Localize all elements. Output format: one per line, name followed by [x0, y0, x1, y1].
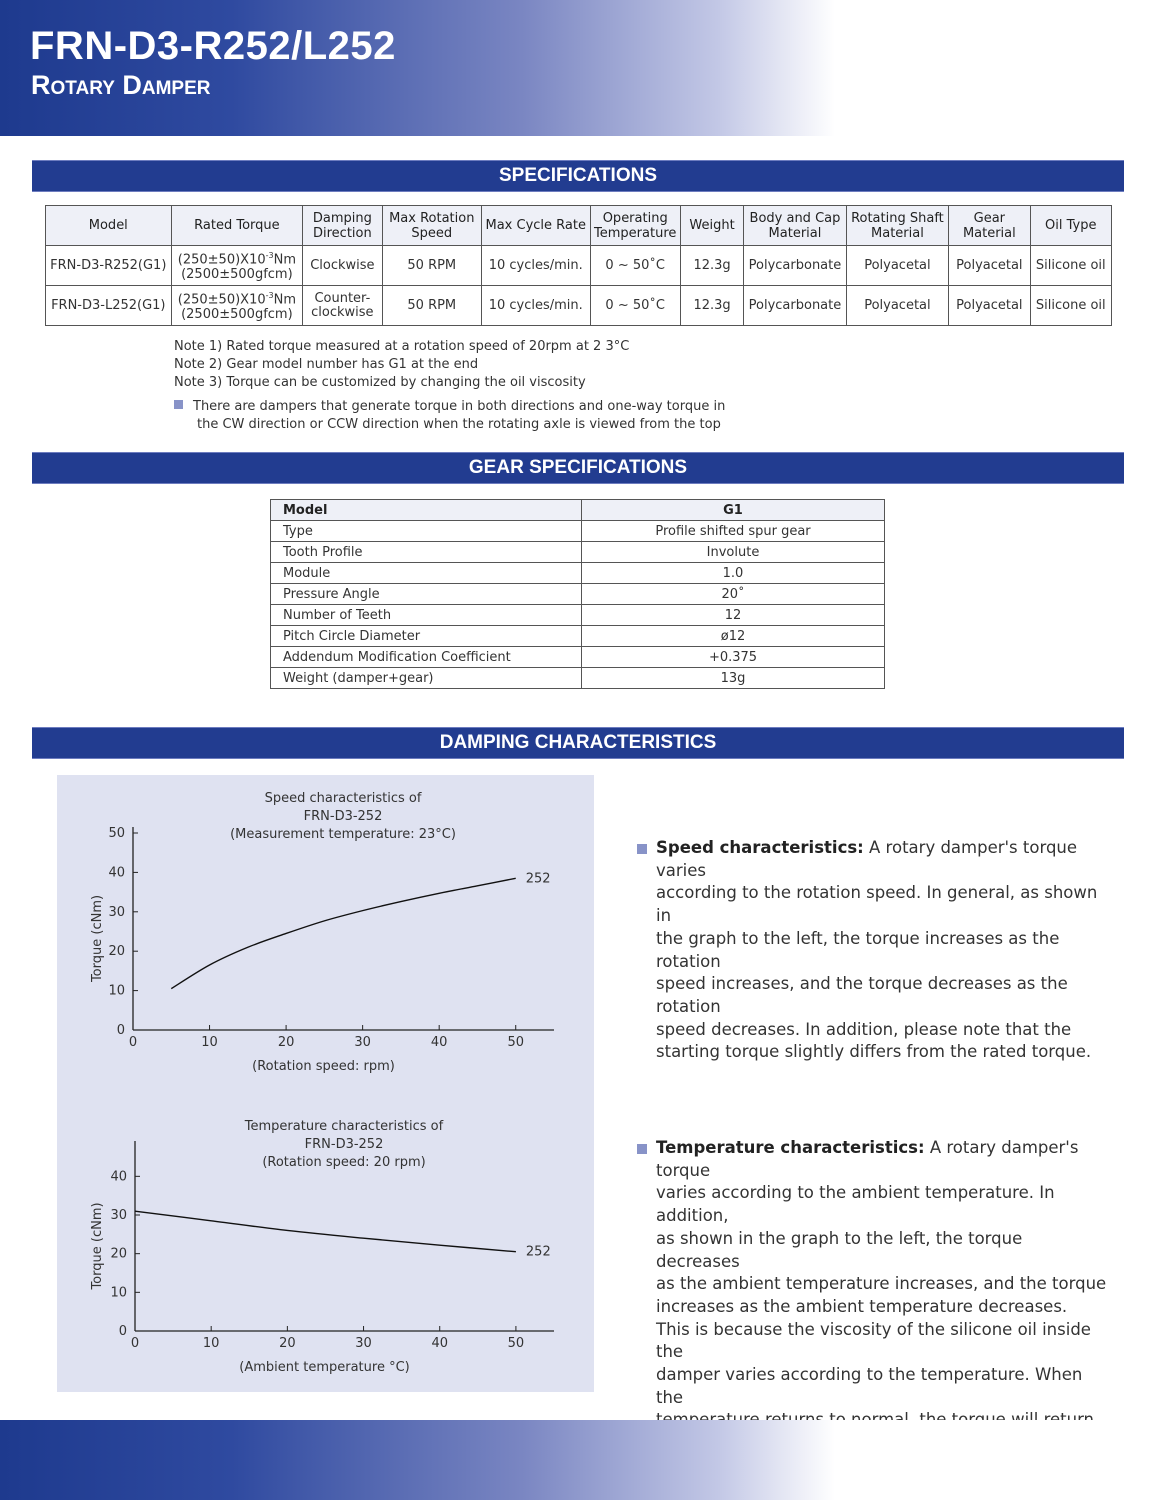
table-row [271, 626, 885, 647]
x-tick-label: 40 [431, 1336, 449, 1351]
cell-torque [171, 246, 303, 286]
table-header-row [46, 206, 1112, 246]
torque-nm: $(250\pm 50)X10^{-3}Nm$ [177, 291, 296, 308]
x-tick-label: 0 [130, 1336, 140, 1351]
col-header: Weight [680, 206, 743, 246]
x-tick-label: 30 [354, 1035, 371, 1050]
speed-line: the graph to the left, the torque increases as the rotation [656, 928, 1060, 971]
y-tick-label: 20 [110, 1246, 127, 1262]
temperature-heading: Temperature characteristics: [656, 1138, 925, 1157]
x-axis-label: (Ambient temperature °C) [239, 1360, 410, 1375]
page-title: FRN-D3-R252/L252 [30, 24, 396, 68]
square-bullet-icon [637, 844, 647, 854]
x-tick-label: 30 [355, 1336, 372, 1351]
direction-note-line2: the CW direction or CCW direction when the rotating axle is viewed from the top [197, 417, 721, 432]
gear-label: Addendum Modification Coefficient [271, 647, 582, 668]
table-row [271, 521, 885, 542]
temperature-line: This is because the viscosity of the silicone oil inside the [656, 1319, 1091, 1362]
square-bullet-icon [174, 400, 183, 409]
direction-note [174, 398, 725, 434]
col-header: Max Rotation Speed [382, 206, 481, 246]
y-tick-label: 40 [108, 865, 125, 881]
y-tick-label: 10 [110, 1285, 127, 1301]
x-axis-label: (Rotation speed: rpm) [252, 1059, 395, 1074]
gear-label: Weight (damper+gear) [271, 668, 582, 689]
table-row [271, 542, 885, 563]
torque-gfcm: (2500±500gfcm) [181, 266, 293, 282]
x-tick-label: 20 [279, 1336, 296, 1351]
gear-header-label: Model [271, 500, 582, 521]
chart-title: Temperature characteristics of [244, 1119, 444, 1134]
table-header-row [271, 500, 885, 521]
gear-label: Type [271, 521, 582, 542]
y-tick-label: 50 [108, 826, 125, 841]
col-header: Rated Torque [171, 206, 303, 246]
table-row [271, 668, 885, 689]
y-tick-label: 0 [116, 1023, 125, 1038]
gear-specifications-table [270, 499, 885, 689]
gear-value: Involute [582, 542, 885, 563]
charts-panel [57, 775, 594, 1392]
gear-header-value: G1 [582, 500, 885, 521]
chart-title: Speed characteristics of [264, 791, 422, 806]
cell-model: FRN-D3-L252(G1) [46, 286, 172, 326]
cell-shaft: Polyacetal [846, 286, 948, 326]
y-axis-label: Torque (cNm) [90, 894, 105, 983]
cell-cycle: 10 cycles/min. [482, 286, 591, 326]
y-tick-label: 0 [118, 1324, 127, 1339]
temperature-line: varies according to the ambient temperature. In addition, [656, 1183, 1055, 1226]
series-line-252 [135, 1211, 516, 1252]
col-header: Gear Material [949, 206, 1030, 246]
cell-weight: 12.3g [680, 286, 743, 326]
x-tick-label: 10 [201, 1035, 218, 1050]
speed-line: starting torque slightly differs from the rated torque. [656, 1042, 1092, 1062]
table-row [271, 605, 885, 626]
gear-label: Number of Teeth [271, 605, 582, 626]
col-header: Model [46, 206, 172, 246]
speed-heading: Speed characteristics: [656, 838, 864, 857]
chart-title: FRN-D3-252 [304, 1137, 384, 1152]
cell-cycle: 10 cycles/min. [482, 246, 591, 286]
direction-note-line1: There are dampers that generate torque in both directions and one-way torque in [193, 399, 726, 414]
cell-gear: Polyacetal [949, 246, 1030, 286]
cell-direction: Counter-clockwise [303, 286, 382, 326]
chart-title: (Measurement temperature: 23°C) [230, 827, 456, 842]
gear-label: Pitch Circle Diameter [271, 626, 582, 647]
y-tick-label: 40 [110, 1169, 127, 1185]
x-tick-label: 40 [430, 1035, 448, 1050]
table-row [271, 584, 885, 605]
col-header: Rotating Shaft Material [846, 206, 948, 246]
gear-value: 1.0 [582, 563, 885, 584]
series-label: 252 [525, 1244, 551, 1260]
chart-title: FRN-D3-252 [303, 809, 383, 824]
gear-value: ø12 [582, 626, 885, 647]
section-specifications: SPECIFICATIONS [32, 160, 1124, 192]
specifications-table [45, 205, 1112, 326]
table-row [271, 563, 885, 584]
speed-line: A rotary damper's torque varies [656, 838, 1078, 880]
gear-label: Pressure Angle [271, 584, 582, 605]
temperature-chart [57, 1085, 594, 1392]
cell-oil: Silicone oil [1030, 286, 1111, 326]
speed-line: according to the rotation speed. In general, as shown in [656, 883, 1098, 926]
col-header: Max Cycle Rate [482, 206, 591, 246]
gear-value: 12 [582, 605, 885, 626]
temperature-line: damper varies according to the temperature. When the [656, 1365, 1083, 1407]
cell-temp: 0 ~ 50˚C [590, 246, 680, 286]
y-tick-label: 10 [108, 983, 125, 999]
temperature-line: as the ambient temperature increases, and the torque [656, 1274, 1107, 1294]
speed-characteristics-text [637, 837, 1107, 1064]
gear-label: Tooth Profile [271, 542, 582, 563]
cell-speed: 50 RPM [382, 246, 481, 286]
gear-value: 13g [582, 668, 885, 689]
cell-torque [171, 286, 303, 326]
footer-band [0, 1420, 1160, 1500]
section-damping-characteristics: DAMPING CHARACTERISTICS [32, 727, 1124, 759]
cell-direction: Clockwise [303, 246, 382, 286]
x-tick-label: 0 [128, 1035, 138, 1050]
series-label: 252 [525, 871, 551, 887]
temperature-line: A rotary damper's torque [656, 1138, 1079, 1180]
gear-value: 20˚ [582, 584, 885, 605]
speed-line: speed increases, and the torque decreases as the rotation [656, 974, 1068, 1016]
col-header: Damping Direction [303, 206, 382, 246]
note-item: Note 3) Torque can be customized by changing the oil viscosity [174, 375, 586, 390]
y-tick-label: 30 [110, 1208, 127, 1223]
table-row [46, 246, 1112, 286]
cell-model: FRN-D3-R252(G1) [46, 246, 172, 286]
torque-gfcm: (2500±500gfcm) [181, 306, 293, 322]
cell-body: Polycarbonate [744, 246, 846, 286]
x-tick-label: 10 [202, 1336, 220, 1351]
gear-value: +0.375 [582, 647, 885, 668]
cell-shaft: Polyacetal [846, 246, 948, 286]
cell-weight: 12.3g [680, 246, 743, 286]
note-item: Note 1) Rated torque measured at a rotation speed of 20rpm at 2 3°C [174, 339, 630, 354]
cell-oil: Silicone oil [1030, 246, 1111, 286]
col-header: Operating Temperature [590, 206, 680, 246]
torque-nm: $(250\pm 50)X10^{-3}Nm$ [177, 251, 296, 268]
section-gear-specifications: GEAR SPECIFICATIONS [32, 452, 1124, 484]
x-tick-label: 20 [277, 1035, 295, 1050]
square-bullet-icon [637, 1144, 647, 1154]
table-row [46, 286, 1112, 326]
temperature-line: increases as the ambient temperature decreases. [656, 1296, 1068, 1316]
col-header: Body and Cap Material [744, 206, 846, 246]
table-row [271, 647, 885, 668]
cell-body: Polycarbonate [744, 286, 846, 326]
y-tick-label: 20 [108, 944, 125, 960]
speed-line: speed decreases. In addition, please note that the [656, 1019, 1072, 1039]
speed-chart [57, 775, 594, 1085]
x-tick-label: 50 [507, 1336, 525, 1351]
gear-label: Module [271, 563, 582, 584]
temperature-line: as shown in the graph to the left, the torque decreases [656, 1228, 1023, 1271]
y-tick-label: 30 [108, 904, 125, 920]
series-line-252 [171, 878, 515, 988]
cell-gear: Polyacetal [949, 286, 1030, 326]
page-subtitle: Rotary Damper [31, 70, 211, 100]
cell-speed: 50 RPM [382, 286, 481, 326]
spec-notes [174, 338, 629, 392]
x-tick-label: 50 [507, 1035, 525, 1050]
col-header: Oil Type [1030, 206, 1111, 246]
chart-title: (Rotation speed: 20 rpm) [262, 1155, 426, 1170]
gear-value: Profile shifted spur gear [582, 521, 885, 542]
note-item: Note 2) Gear model number has G1 at the end [174, 357, 479, 372]
cell-temp: 0 ~ 50˚C [590, 286, 680, 326]
y-axis-label: Torque (cNm) [90, 1202, 105, 1290]
